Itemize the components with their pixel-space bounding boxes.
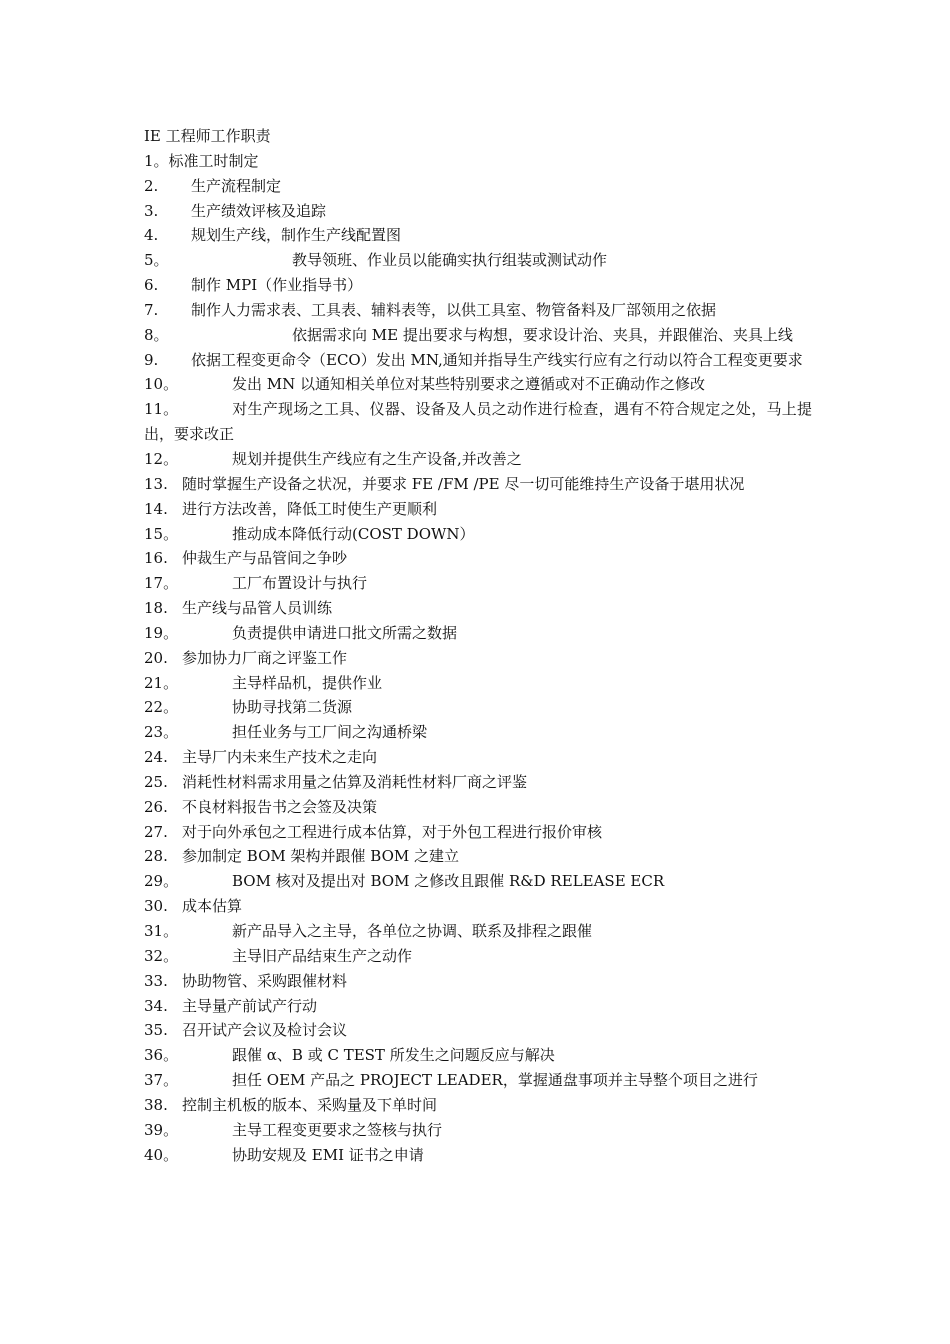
item-number: 31。 bbox=[144, 922, 179, 940]
list-item bbox=[144, 1093, 812, 1118]
list-item bbox=[144, 1043, 812, 1068]
list-item bbox=[144, 621, 812, 646]
list-item bbox=[144, 1118, 812, 1143]
item-text: 主导厂内未来生产技术之走向 bbox=[182, 748, 378, 767]
item-number: 22。 bbox=[144, 698, 179, 717]
list-item bbox=[144, 869, 812, 894]
item-number: 21。 bbox=[144, 673, 179, 692]
item-number: 34. bbox=[144, 996, 168, 1015]
list-item bbox=[144, 944, 812, 969]
item-number: 12。 bbox=[144, 449, 179, 468]
list-item bbox=[144, 1068, 812, 1093]
item-number: 29。 bbox=[144, 872, 179, 891]
item-number: 8。 bbox=[144, 325, 169, 344]
document-title: IE 工程师工作职责 bbox=[144, 127, 271, 145]
item-text: 担任 OEM 产品之 PROJECT LEADER，掌握通盘事项并主导整个项目之进行 bbox=[232, 1071, 758, 1090]
item-text: 依据需求向 ME 提出要求与构想，要求设计治、夹具，并跟催治、夹具上线 bbox=[292, 325, 793, 344]
list-item bbox=[144, 546, 812, 571]
item-text: 工厂布置设计与执行 bbox=[232, 574, 368, 593]
list-item bbox=[144, 919, 812, 944]
item-text: 发出 MN 以通知相关单位对某些特别要求之遵循或对不正确动作之修改 bbox=[232, 375, 706, 394]
item-number: 20. bbox=[144, 648, 168, 667]
item-number: 40。 bbox=[144, 1145, 179, 1164]
item-text: 负责提供申请进口批文所需之数据 bbox=[232, 623, 458, 642]
list-item bbox=[144, 149, 812, 174]
item-text: 参加制定 BOM 架构并跟催 BOM 之建立 bbox=[182, 847, 459, 866]
item-text: 生产线与品管人员训练 bbox=[182, 599, 333, 618]
item-text: BOM 核对及提出对 BOM 之修改且跟催 R&D RELEASE ECR bbox=[232, 872, 665, 891]
list-item bbox=[144, 994, 812, 1019]
item-number: 7. bbox=[144, 300, 159, 319]
list-item bbox=[144, 298, 812, 323]
list-item bbox=[144, 199, 812, 224]
item-text: 协助物管、采购跟催材料 bbox=[182, 971, 348, 990]
item-text: 主导旧产品结束生产之动作 bbox=[232, 946, 413, 965]
item-text: 参加协力厂商之评鉴工作 bbox=[182, 648, 348, 667]
list-item bbox=[144, 795, 812, 820]
item-number: 17。 bbox=[144, 574, 179, 593]
item-text: 控制主机板的版本、采购量及下单时间 bbox=[182, 1095, 438, 1114]
item-text: 成本估算 bbox=[182, 897, 243, 916]
item-text: 协助安规及 EMI 证书之申请 bbox=[232, 1145, 424, 1164]
list-item bbox=[144, 646, 812, 671]
item-text: 新产品导入之主导，各单位之协调、联系及排程之跟催 bbox=[232, 922, 593, 940]
item-number: 38. bbox=[144, 1095, 168, 1114]
item-text: 对于向外承包之工程进行成本估算，对于外包工程进行报价审核 bbox=[182, 822, 603, 841]
item-number: 11。 bbox=[144, 400, 179, 419]
item-text: 仲裁生产与品管间之争吵 bbox=[182, 549, 348, 568]
item-number: 19。 bbox=[144, 623, 179, 642]
list-item bbox=[144, 969, 812, 994]
item-text: 规划并提供生产线应有之生产设备,并改善之 bbox=[232, 449, 522, 468]
item-text: 生产流程制定 bbox=[191, 176, 282, 195]
item-number: 9. bbox=[144, 350, 159, 369]
item-number: 4. bbox=[144, 226, 159, 245]
item-number: 37。 bbox=[144, 1071, 179, 1090]
list-item bbox=[144, 1018, 812, 1043]
list-item bbox=[144, 1143, 812, 1168]
item-number: 25. bbox=[144, 772, 168, 791]
list-item bbox=[144, 522, 812, 547]
list-item bbox=[144, 472, 812, 497]
item-number: 13. bbox=[144, 474, 168, 493]
list-item bbox=[144, 770, 812, 795]
item-text: 消耗性材料需求用量之估算及消耗性材料厂商之评鉴 bbox=[182, 772, 528, 791]
list-item bbox=[144, 447, 812, 472]
item-number: 3. bbox=[144, 201, 159, 220]
item-number: 26. bbox=[144, 797, 168, 816]
item-number: 18. bbox=[144, 599, 168, 618]
list-item bbox=[144, 720, 812, 745]
item-number: 14. bbox=[144, 499, 168, 518]
item-number: 33. bbox=[144, 971, 168, 990]
item-text: 制作人力需求表、工具表、辅料表等，以供工具室、物管备料及厂部领用之依据 bbox=[191, 300, 717, 319]
list-item bbox=[144, 323, 812, 348]
list-item bbox=[144, 248, 812, 273]
list-item bbox=[144, 671, 812, 696]
item-number: 28. bbox=[144, 847, 168, 866]
list-item bbox=[144, 820, 812, 845]
list-item bbox=[144, 695, 812, 720]
item-number: 24. bbox=[144, 748, 168, 767]
item-number: 30. bbox=[144, 897, 168, 916]
list-item bbox=[144, 273, 812, 298]
item-text: 担任业务与工厂间之沟通桥梁 bbox=[232, 723, 428, 742]
item-number: 6. bbox=[144, 276, 159, 295]
item-text: 生产绩效评核及追踪 bbox=[191, 201, 327, 220]
list-item bbox=[144, 844, 812, 869]
item-number: 39。 bbox=[144, 1120, 179, 1139]
item-number: 1。 bbox=[144, 151, 169, 170]
item-text: 主导样品机，提供作业 bbox=[232, 673, 383, 692]
list-item bbox=[144, 397, 812, 447]
item-number: 32。 bbox=[144, 946, 179, 965]
item-number: 16. bbox=[144, 549, 168, 568]
item-number: 10。 bbox=[144, 375, 179, 394]
item-text: 跟催 α、B 或 C TEST 所发生之问题反应与解决 bbox=[232, 1046, 555, 1065]
item-text: 推动成本降低行动(COST DOWN） bbox=[232, 524, 475, 543]
item-text: 标准工时制定 bbox=[168, 151, 259, 170]
item-number: 35. bbox=[144, 1021, 168, 1040]
item-number: 36。 bbox=[144, 1046, 179, 1065]
item-text: 不良材料报告书之会签及决策 bbox=[182, 797, 378, 816]
document-body bbox=[144, 124, 812, 1167]
list-item bbox=[144, 497, 812, 522]
list-item bbox=[144, 571, 812, 596]
item-number: 2. bbox=[144, 176, 159, 195]
item-text: 规划生产线，制作生产线配置图 bbox=[191, 226, 402, 245]
list-item bbox=[144, 348, 812, 373]
item-text: 教导领班、作业员以能确实执行组装或测试动作 bbox=[292, 251, 608, 270]
item-text: 召开试产会议及检讨会议 bbox=[182, 1021, 348, 1040]
list-item bbox=[144, 223, 812, 248]
item-number: 5。 bbox=[144, 251, 169, 270]
list-item bbox=[144, 596, 812, 621]
item-number: 15。 bbox=[144, 524, 179, 543]
item-number: 27. bbox=[144, 822, 168, 841]
item-text: 随时掌握生产设备之状况，并要求 FE /FM /PE 尽一切可能维持生产设备于堪用状况 bbox=[182, 474, 745, 493]
list-item bbox=[144, 372, 812, 397]
item-text: 进行方法改善，降低工时使生产更顺利 bbox=[182, 499, 438, 518]
list-item bbox=[144, 894, 812, 919]
item-text: 主导工程变更要求之签核与执行 bbox=[232, 1120, 443, 1139]
item-text: 协助寻找第二货源 bbox=[232, 698, 353, 717]
item-text: 依据工程变更命令（ECO）发出 MN,通知并指导生产线实行应有之行动以符合工程变更要求 bbox=[191, 350, 803, 369]
list-item bbox=[144, 745, 812, 770]
list-item bbox=[144, 174, 812, 199]
item-text: 制作 MPI（作业指导书） bbox=[191, 276, 363, 295]
item-text: 对生产现场之工具、仪器、设备及人员之动作进行检查，遇有不符合规定之处，马上提出，要求改正 bbox=[144, 400, 812, 444]
item-number: 23。 bbox=[144, 723, 179, 742]
item-text: 主导量产前试产行动 bbox=[182, 996, 318, 1015]
